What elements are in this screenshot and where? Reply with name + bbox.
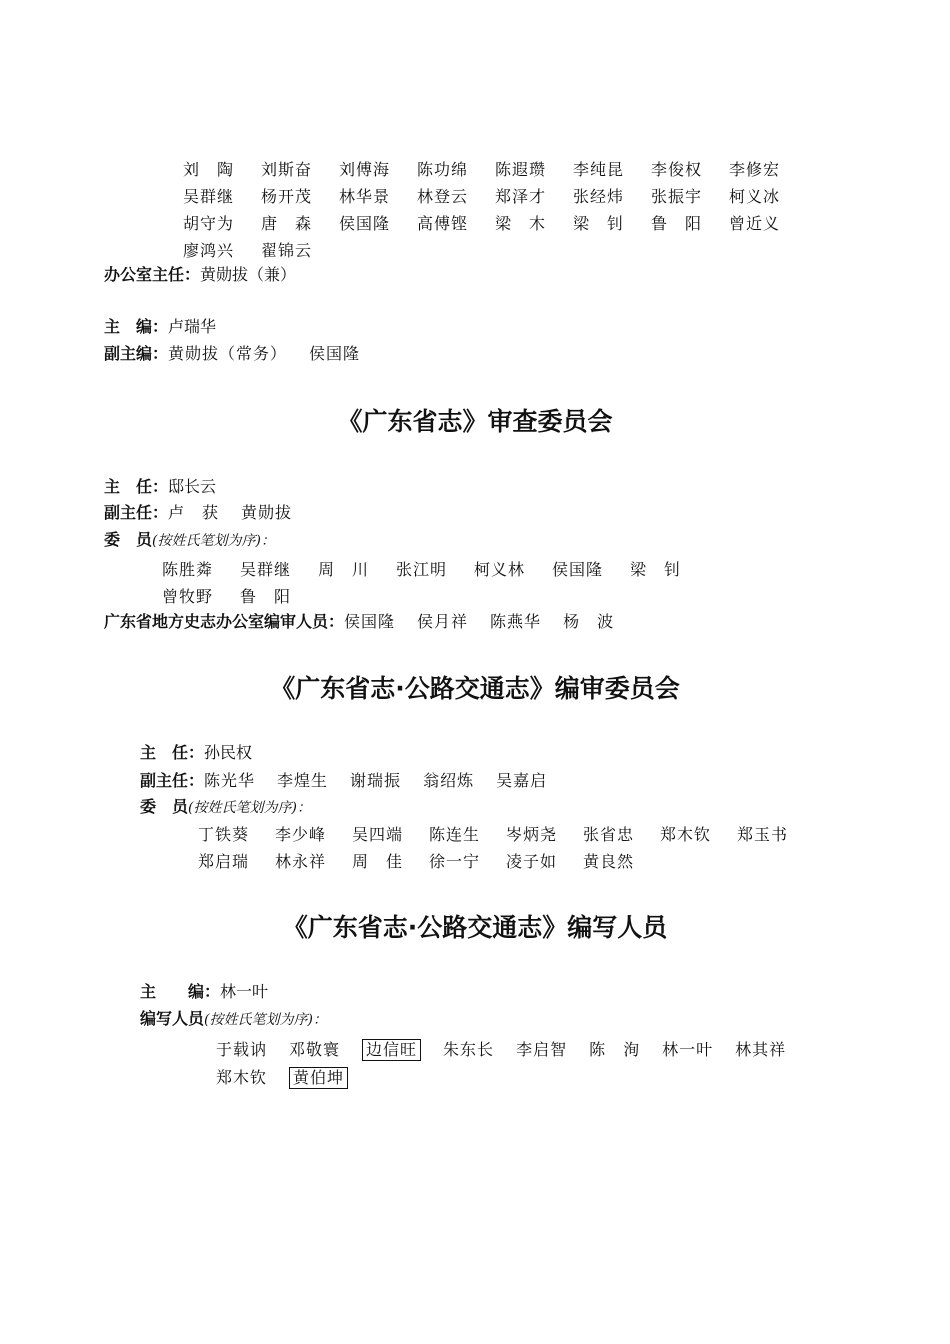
member-name: 张省忠	[583, 825, 635, 844]
member-name: 凌子如	[506, 852, 558, 871]
member-name: 郑木钦	[660, 825, 712, 844]
writer-name: 李启智	[516, 1040, 568, 1059]
editorial-deputy-name: 谢瑞振	[350, 771, 402, 790]
review-deputy-name: 卢 获	[168, 503, 220, 522]
member-name: 李纯昆	[573, 160, 625, 179]
member-name: 翟锦云	[261, 241, 313, 260]
review-director-value: 邸长云	[168, 477, 217, 496]
review-director-label: 主 任：	[104, 477, 169, 496]
review-office-name: 侯月祥	[417, 612, 469, 631]
editorial-deputy-line	[140, 771, 569, 791]
review-members-label: 委 员	[104, 530, 153, 549]
member-name: 鲁 阳	[651, 214, 703, 233]
editorial-director-value: 孙民权	[204, 743, 253, 762]
review-deputy-name: 黄勋拔	[241, 503, 293, 522]
writer-name: 林一叶	[662, 1040, 714, 1059]
editorial-deputy-name: 李煌生	[277, 771, 329, 790]
member-name: 刘傅海	[339, 160, 391, 179]
member-name: 岑炳尧	[506, 825, 558, 844]
member-name: 梁 钊	[573, 214, 625, 233]
writer-name: 朱东长	[443, 1040, 495, 1059]
editorial-members-label: 委 员	[140, 797, 189, 816]
member-name: 林永祥	[275, 852, 327, 871]
member-name: 周 佳	[352, 852, 404, 871]
member-name: 吴群继	[183, 187, 235, 206]
member-name: 曾牧野	[162, 587, 214, 606]
writer-name: 林其祥	[735, 1040, 787, 1059]
editorial-members-label-line	[140, 797, 311, 818]
deputy-editor-name: 侯国隆	[309, 344, 361, 363]
review-committee-title: 《广东省志》审查委员会	[337, 407, 613, 436]
editorial-deputy-label: 副主任：	[140, 771, 205, 790]
office-director-line	[104, 265, 296, 285]
review-office-name: 陈燕华	[490, 612, 542, 631]
writers-row-2	[216, 1067, 370, 1089]
member-name: 徐一宁	[429, 852, 481, 871]
member-name: 陈连生	[429, 825, 481, 844]
editorial-director-label: 主 任：	[140, 743, 205, 762]
member-name: 柯义冰	[729, 187, 781, 206]
member-name: 李少峰	[275, 825, 327, 844]
member-name: 周 川	[318, 560, 370, 579]
deputy-editor-name: 黄勋拔（常务）	[168, 344, 288, 363]
member-name: 吴群继	[240, 560, 292, 579]
review-office-label: 广东省地方史志办公室编审人员：	[104, 612, 345, 631]
editorial-deputy-name: 吴嘉启	[496, 771, 548, 790]
member-name: 唐 森	[261, 214, 313, 233]
member-name: 林华景	[339, 187, 391, 206]
member-name: 廖鸿兴	[183, 241, 235, 260]
member-name: 郑泽才	[495, 187, 547, 206]
member-name: 郑玉书	[737, 825, 789, 844]
member-name: 黄良然	[583, 852, 635, 871]
writers-chief-value: 林一叶	[220, 982, 269, 1001]
member-name: 陈功绵	[417, 160, 469, 179]
writers-row-1	[216, 1039, 808, 1061]
writers-chief-line	[140, 982, 268, 1002]
member-name: 刘 陶	[183, 160, 235, 179]
member-name: 陈遐瓒	[495, 160, 547, 179]
writers-note: (按姓氏笔划为序)：	[204, 1012, 327, 1028]
member-name: 侯国隆	[552, 560, 604, 579]
writer-name-boxed: 边信旺	[362, 1039, 421, 1061]
member-name: 张振宇	[651, 187, 703, 206]
editorial-director-line	[140, 743, 252, 763]
review-director-line	[104, 477, 216, 497]
review-members-note: (按姓氏笔划为序)：	[152, 533, 275, 549]
member-name: 陈胜粦	[162, 560, 214, 579]
member-name: 郑启瑞	[198, 852, 250, 871]
member-name: 高傅铿	[417, 214, 469, 233]
writers-label-line	[140, 1009, 327, 1030]
member-name: 李修宏	[729, 160, 781, 179]
review-deputy-label: 副主任：	[104, 503, 169, 522]
writer-name: 郑木钦	[216, 1068, 268, 1087]
member-name: 刘斯奋	[261, 160, 313, 179]
writer-name: 邓敬寰	[289, 1040, 341, 1059]
editorial-deputy-name: 翁绍炼	[423, 771, 475, 790]
editorial-members-note: (按姓氏笔划为序)：	[188, 800, 311, 816]
chief-editor-value: 卢瑞华	[168, 317, 217, 336]
member-name: 曾近义	[729, 214, 781, 233]
review-deputy-line	[104, 503, 314, 523]
member-name: 侯国隆	[339, 214, 391, 233]
editorial-deputy-name: 陈光华	[204, 771, 256, 790]
writer-name: 于载讷	[216, 1040, 268, 1059]
member-name: 林登云	[417, 187, 469, 206]
member-name: 梁 木	[495, 214, 547, 233]
member-name: 柯义林	[474, 560, 526, 579]
review-office-name: 侯国隆	[344, 612, 396, 631]
writers-label: 编写人员	[140, 1009, 205, 1028]
review-members-label-line	[104, 530, 275, 551]
writers-title: 《广东省志·公路交通志》编写人员	[282, 913, 668, 942]
member-name: 张经炜	[573, 187, 625, 206]
deputy-editor-line	[104, 344, 382, 364]
review-members-grid	[162, 560, 708, 607]
chief-editor-label: 主 编：	[104, 317, 169, 336]
member-name: 张江明	[396, 560, 448, 579]
member-name: 梁 钊	[630, 560, 682, 579]
member-name: 杨开茂	[261, 187, 313, 206]
editorial-members-grid	[198, 825, 814, 872]
deputy-editor-label: 副主编：	[104, 344, 169, 363]
top-members-grid	[183, 160, 807, 261]
member-name: 鲁 阳	[240, 587, 292, 606]
member-name: 吴四端	[352, 825, 404, 844]
editorial-committee-title: 《广东省志·公路交通志》编审委员会	[270, 674, 680, 703]
office-director-value: 黄勋拔（兼）	[200, 265, 297, 284]
office-director-label: 办公室主任：	[104, 265, 201, 284]
writers-chief-label: 主 编：	[140, 982, 221, 1001]
chief-editor-line	[104, 317, 216, 337]
review-office-line	[104, 612, 636, 632]
member-name: 丁铁葵	[198, 825, 250, 844]
member-name: 胡守为	[183, 214, 235, 233]
writer-name: 陈 洵	[589, 1040, 641, 1059]
writer-name-boxed: 黄伯坤	[289, 1067, 348, 1089]
review-office-name: 杨 波	[563, 612, 615, 631]
member-name: 李俊权	[651, 160, 703, 179]
